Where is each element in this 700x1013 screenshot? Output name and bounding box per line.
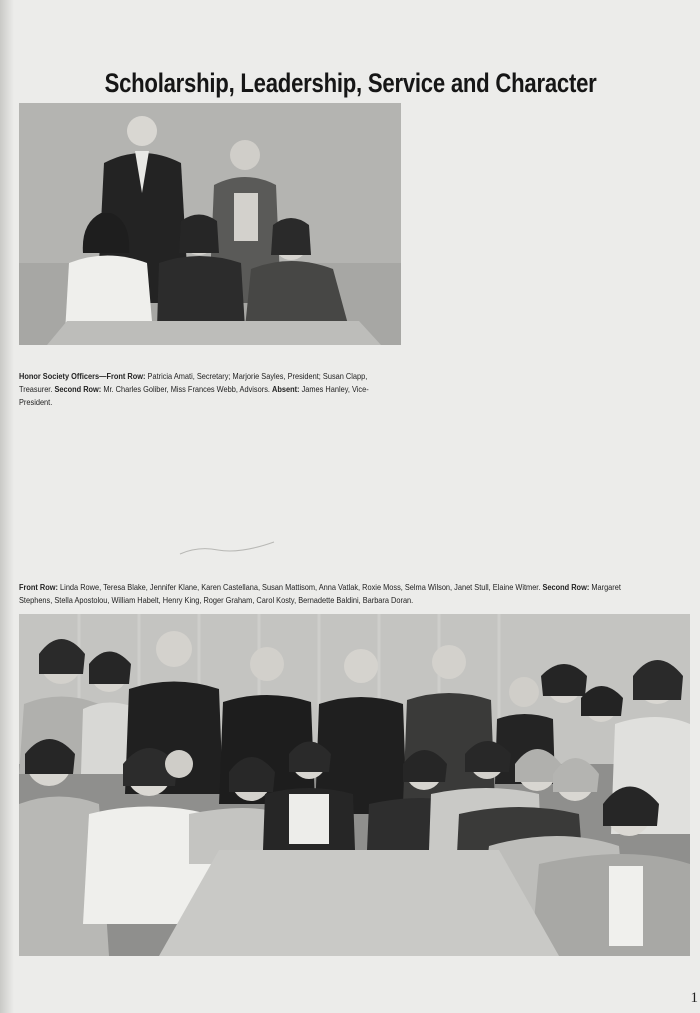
caption-label: Absent:: [272, 383, 300, 394]
caption-text: Stephens, Stella Apostolou, William Habelt, Henry King, Roger Graham, Carol Kosty, Bernadette Baldini, Barbara Doran.: [19, 594, 414, 605]
caption-label: Front Row:: [19, 581, 59, 592]
members-caption: [19, 581, 690, 607]
page-title: Scholarship, Leadership, Service and Character: [104, 68, 597, 99]
caption-label: Honor Society Officers—Front Row:: [19, 370, 146, 381]
pencil-mark: [178, 538, 278, 560]
caption-text: Patricia Amati, Secretary; Marjorie Sayles, President; Susan Clapp, Treasurer.: [19, 370, 368, 394]
caption-label: Second Row:: [54, 383, 102, 394]
page-number: 1: [690, 990, 698, 1006]
caption-text: James Hanley, Vice-President.: [19, 383, 369, 407]
officers-caption: [19, 370, 401, 409]
caption-text: Linda Rowe, Teresa Blake, Jennifer Klane, Karen Castellana, Susan Mattisom, Anna Vatlak, Roxie Moss, Selma Wilson, Janet Stull, Elaine Witmer.: [58, 581, 543, 592]
members-photo: [19, 614, 690, 956]
caption-text: Mr. Charles Goliber, Miss Frances Webb, Advisors.: [101, 383, 273, 394]
caption-text: Margaret: [589, 581, 621, 592]
page-binding-shadow: [0, 0, 14, 1013]
officers-photo: [19, 103, 401, 345]
caption-label: Second Row:: [542, 581, 590, 592]
